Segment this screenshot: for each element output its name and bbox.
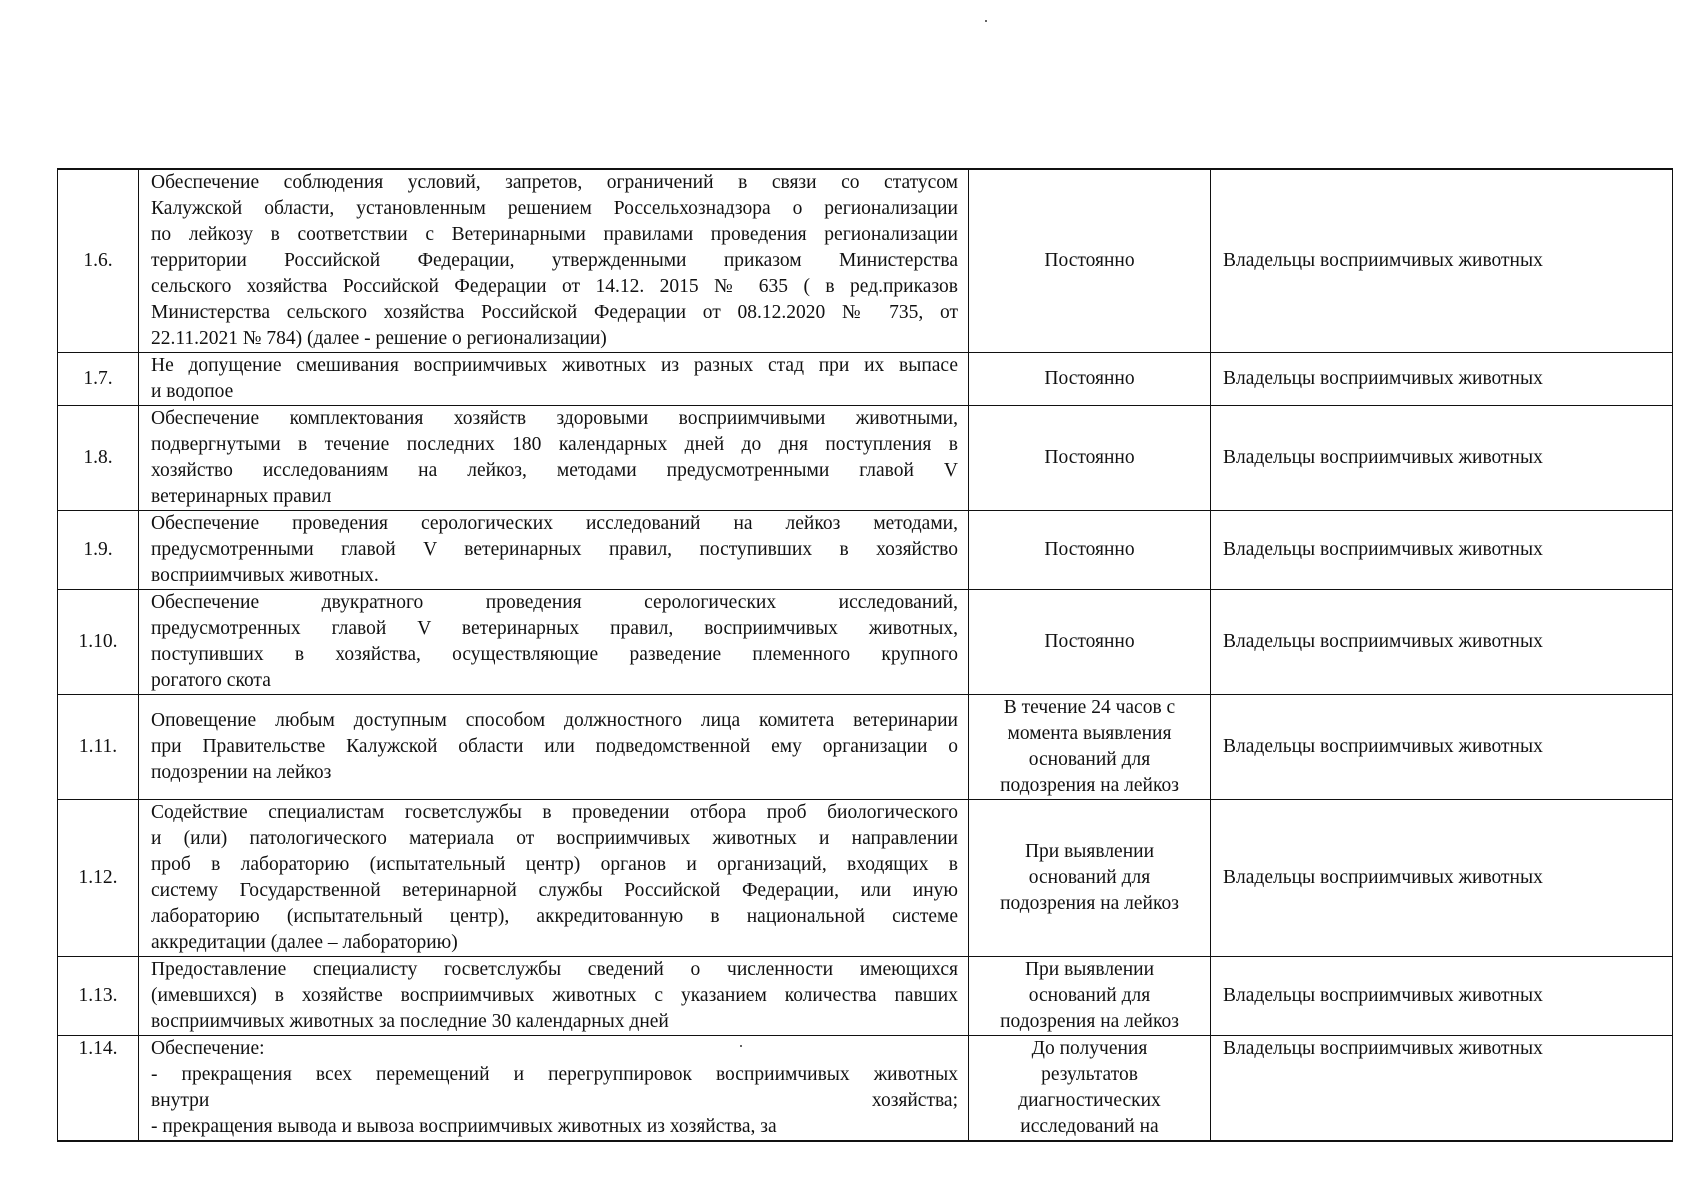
item-number: 1.7.	[58, 353, 139, 406]
term-text-line: При выявлении	[1024, 841, 1155, 862]
responsible-party: Владельцы восприимчивых животных	[1211, 957, 1673, 1036]
item-number: 1.14.	[58, 1036, 139, 1142]
measure-text-line: Обеспечение двукратного проведения серологических исследований,	[151, 592, 958, 613]
scan-speck	[985, 20, 987, 22]
term-text-line: исследований на	[1020, 1116, 1159, 1137]
table-row	[58, 511, 1673, 590]
measure-text-line: внутри хозяйства;	[151, 1090, 958, 1111]
measure-description	[139, 406, 969, 511]
table-row	[58, 957, 1673, 1036]
measure-text-line: Калужской области, установленным решением Россельхознадзора о регионализации	[151, 198, 958, 219]
measure-text-line: Министерства сельского хозяйства Российской Федерации от 08.12.2020 № 735, от	[151, 302, 958, 323]
measure-text-line: по лейкозу в соответствии с Ветеринарными правилами проведения регионализации	[151, 224, 958, 245]
measure-term	[969, 590, 1211, 695]
term-text-line: момента выявления	[1007, 723, 1172, 744]
table-row	[58, 800, 1673, 957]
responsible-party: Владельцы восприимчивых животных	[1211, 590, 1673, 695]
measure-text-line: предусмотренных главой V ветеринарных правил, восприимчивых животных,	[151, 618, 958, 639]
responsible-party: Владельцы восприимчивых животных	[1211, 1036, 1673, 1142]
measure-term	[969, 957, 1211, 1036]
table-row	[58, 169, 1673, 353]
measure-text-line: и (или) патологического материала от восприимчивых животных и направлении	[151, 828, 958, 849]
term-text-line: Постоянно	[1044, 447, 1135, 468]
term-text-line: При выявлении	[1024, 959, 1155, 980]
measure-text-line: предусмотренными главой V ветеринарных правил, поступивших в хозяйство	[151, 539, 958, 560]
table-row	[58, 590, 1673, 695]
term-text-line: Постоянно	[1044, 368, 1135, 389]
term-text-line: Постоянно	[1044, 250, 1135, 271]
measure-text-line: хозяйство исследованиям на лейкоз, методами предусмотренными главой V	[151, 460, 958, 481]
measure-text-line: Предоставление специалисту госветслужбы сведений о численности имеющихся	[151, 959, 958, 980]
measure-text-line: при Правительстве Калужской области или подведомственной ему организации о	[151, 736, 958, 757]
measure-text-line: систему Государственной ветеринарной службы Российской Федерации, или иную	[151, 880, 958, 901]
measure-text-line: лабораторию (испытательный центр), аккредитованную в национальной системе	[151, 906, 958, 927]
responsible-party: Владельцы восприимчивых животных	[1211, 353, 1673, 406]
measure-text-line: рогатого скота	[151, 670, 271, 691]
term-text-line: оснований для	[1028, 867, 1151, 888]
measure-term	[969, 406, 1211, 511]
measure-text-line: Обеспечение проведения серологических исследований на лейкоз методами,	[151, 513, 958, 534]
measures-table	[57, 168, 1673, 1142]
term-text-line: подозрения на лейкоз	[1000, 893, 1179, 914]
table-row	[58, 695, 1673, 800]
item-number: 1.6.	[58, 169, 139, 353]
measure-text-line: ветеринарных правил	[151, 486, 332, 507]
measure-description	[139, 169, 969, 353]
measure-description	[139, 800, 969, 957]
item-number: 1.10.	[58, 590, 139, 695]
item-number: 1.11.	[58, 695, 139, 800]
measure-term	[969, 511, 1211, 590]
item-number: 1.8.	[58, 406, 139, 511]
term-text-line: подозрения на лейкоз	[1000, 775, 1179, 796]
measure-term	[969, 1036, 1211, 1142]
measure-description	[139, 511, 969, 590]
measure-term	[969, 800, 1211, 957]
table-row	[58, 406, 1673, 511]
measure-description	[139, 1036, 969, 1142]
responsible-party: Владельцы восприимчивых животных	[1211, 695, 1673, 800]
term-text-line: Постоянно	[1044, 631, 1135, 652]
term-text-line: В течение 24 часов с	[1003, 697, 1176, 718]
responsible-party: Владельцы восприимчивых животных	[1211, 169, 1673, 353]
measure-description	[139, 957, 969, 1036]
item-number: 1.13.	[58, 957, 139, 1036]
measure-text-line: Обеспечение:	[151, 1038, 265, 1059]
measure-term	[969, 353, 1211, 406]
term-text-line: результатов	[1041, 1064, 1138, 1085]
measure-text-line: Содействие специалистам госветслужбы в проведении отбора проб биологического	[151, 802, 958, 823]
table-row	[58, 1036, 1673, 1142]
table-row	[58, 353, 1673, 406]
measure-text-line: Не допущение смешивания восприимчивых животных из разных стад при их выпасе	[151, 355, 958, 376]
term-text-line: Постоянно	[1044, 539, 1135, 560]
measure-text-line: аккредитации (далее – лабораторию)	[151, 932, 458, 953]
measure-text-line: - прекращения вывода и вывоза восприимчивых животных из хозяйства, за	[151, 1116, 777, 1137]
measure-text-line: Обеспечение комплектования хозяйств здоровыми восприимчивыми животными,	[151, 408, 958, 429]
measure-description	[139, 695, 969, 800]
term-text-line: оснований для	[1028, 985, 1151, 1006]
measure-text-line: и водопое	[151, 381, 234, 402]
measure-text-line: восприимчивых животных за последние 30 календарных дней	[151, 1011, 669, 1032]
measure-text-line: территории Российской Федерации, утвержденными приказом Министерства	[151, 250, 958, 271]
measure-text-line: 22.11.2021 № 784) (далее - решение о регионализации)	[151, 328, 607, 349]
item-number: 1.9.	[58, 511, 139, 590]
measure-description	[139, 590, 969, 695]
measures-table-body	[58, 169, 1673, 1141]
term-text-line: подозрения на лейкоз	[1000, 1011, 1179, 1032]
responsible-party: Владельцы восприимчивых животных	[1211, 800, 1673, 957]
measure-text-line: - прекращения всех перемещений и перегруппировок восприимчивых животных	[151, 1064, 958, 1085]
measure-term	[969, 169, 1211, 353]
responsible-party: Владельцы восприимчивых животных	[1211, 406, 1673, 511]
measure-text-line: (имевшихся) в хозяйстве восприимчивых животных с указанием количества павших	[151, 985, 958, 1006]
responsible-party: Владельцы восприимчивых животных	[1211, 511, 1673, 590]
measure-text-line: подвергнутыми в течение последних 180 календарных дней до дня поступления в	[151, 434, 958, 455]
item-number: 1.12.	[58, 800, 139, 957]
measure-text-line: сельского хозяйства Российской Федерации от 14.12. 2015 № 635 ( в ред.приказов	[151, 276, 958, 297]
measure-text-line: подозрении на лейкоз	[151, 762, 332, 783]
term-text-line: диагностических	[1018, 1090, 1161, 1111]
measure-description	[139, 353, 969, 406]
measure-text-line: восприимчивых животных.	[151, 565, 379, 586]
measure-term	[969, 695, 1211, 800]
term-text-line: До получения	[1031, 1038, 1148, 1059]
term-text-line: оснований для	[1028, 749, 1151, 770]
measure-text-line: Оповещение любым доступным способом должностного лица комитета ветеринарии	[151, 710, 958, 731]
measure-text-line: Обеспечение соблюдения условий, запретов, ограничений в связи со статусом	[151, 172, 958, 193]
measure-text-line: проб в лабораторию (испытательный центр) органов и организаций, входящих в	[151, 854, 958, 875]
measure-text-line: поступивших в хозяйства, осуществляющие разведение племенного крупного	[151, 644, 958, 665]
